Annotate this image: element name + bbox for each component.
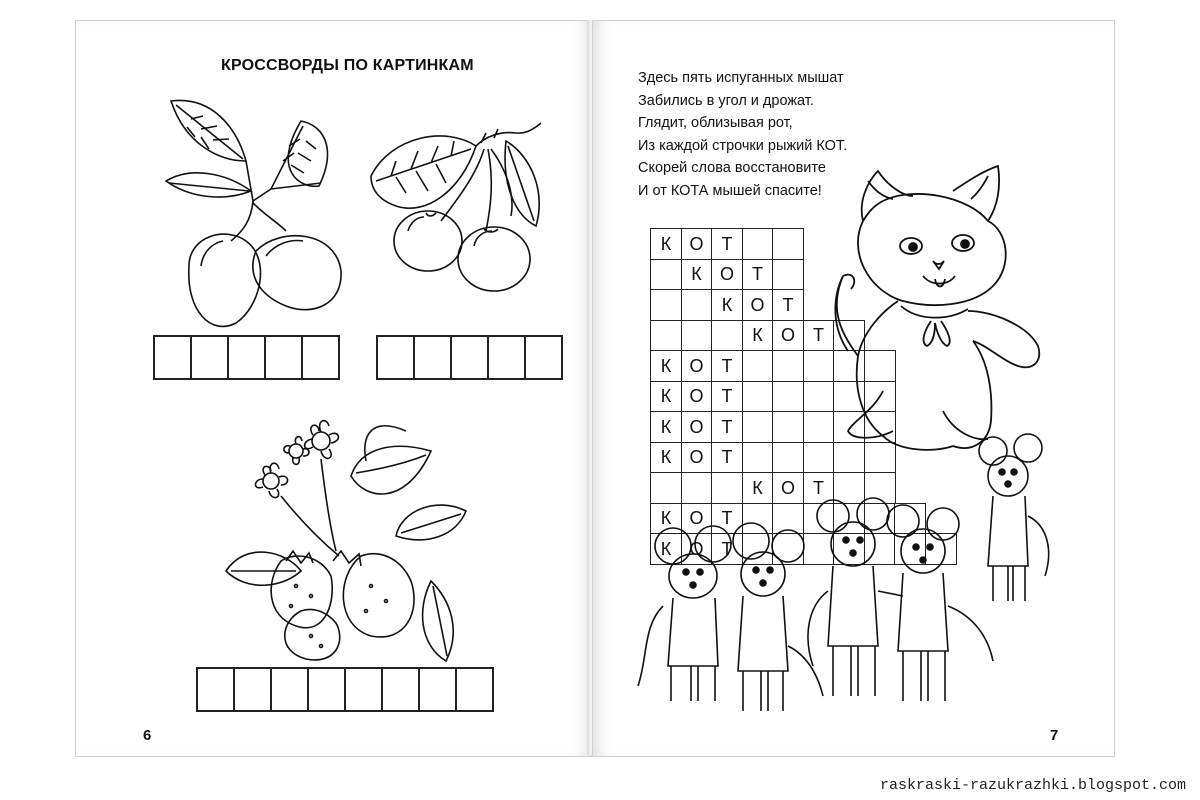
page-number-left: 6	[143, 727, 152, 744]
answer-cell[interactable]	[190, 335, 229, 380]
grid-cell[interactable]: Т	[711, 533, 743, 565]
answer-cell[interactable]	[233, 667, 272, 712]
grid-cell[interactable]: О	[681, 228, 713, 260]
page-title: КРОССВОРДЫ ПО КАРТИНКАМ	[221, 57, 474, 74]
answer-cell[interactable]	[344, 667, 383, 712]
answer-cell[interactable]	[524, 335, 563, 380]
answer-cell[interactable]	[264, 335, 303, 380]
grid-cell[interactable]: О	[681, 533, 713, 565]
grid-cell[interactable]: К	[742, 472, 774, 504]
grid-cell[interactable]: К	[650, 228, 682, 260]
grid-cell[interactable]: О	[681, 442, 713, 474]
grid-cell[interactable]: О	[742, 289, 774, 321]
answer-cell[interactable]	[270, 667, 309, 712]
answer-cell[interactable]	[487, 335, 526, 380]
grid-cell[interactable]: К	[650, 381, 682, 413]
grid-cell[interactable]: О	[681, 381, 713, 413]
poem-line: Из каждой строчки рыжий КОТ.	[638, 137, 848, 154]
grid-cell[interactable]: К	[650, 533, 682, 565]
grid-cell[interactable]	[742, 381, 774, 413]
answer-cell[interactable]	[227, 335, 266, 380]
grid-cell[interactable]	[711, 320, 743, 352]
grid-cell[interactable]: Т	[711, 442, 743, 474]
poem-line: И от КОТА мышей спасите!	[638, 182, 822, 199]
grid-cell[interactable]	[772, 411, 804, 443]
grid-cell[interactable]: К	[742, 320, 774, 352]
grid-cell[interactable]	[772, 259, 804, 291]
grid-cell[interactable]: Т	[711, 350, 743, 382]
grid-cell[interactable]: Т	[711, 381, 743, 413]
book-spread	[75, 20, 1115, 755]
answer-cell[interactable]	[307, 667, 346, 712]
cherry-answer-cells	[376, 335, 563, 380]
answer-cell[interactable]	[376, 335, 415, 380]
grid-cell[interactable]: О	[772, 320, 804, 352]
cat-illustration	[823, 161, 1048, 456]
poem-line: Глядит, облизывая рот,	[638, 115, 793, 131]
answer-cell[interactable]	[455, 667, 494, 712]
grid-cell[interactable]: К	[650, 442, 682, 474]
grid-cell[interactable]: О	[711, 259, 743, 291]
cherry-illustration	[366, 121, 551, 296]
grid-cell[interactable]	[772, 228, 804, 260]
grid-cell[interactable]: К	[650, 411, 682, 443]
grid-cell[interactable]: Т	[742, 259, 774, 291]
mice-illustration	[633, 496, 1063, 746]
grid-cell[interactable]: Т	[711, 228, 743, 260]
grid-cell[interactable]: Т	[803, 472, 835, 504]
grid-cell[interactable]: О	[681, 411, 713, 443]
grid-cell[interactable]: Т	[772, 289, 804, 321]
grid-cell[interactable]	[742, 411, 774, 443]
grid-cell[interactable]	[772, 442, 804, 474]
grid-cell[interactable]	[681, 289, 713, 321]
poem-line: Здесь пять испуганных мышат	[638, 70, 844, 86]
left-page	[75, 20, 592, 757]
grid-cell[interactable]	[772, 381, 804, 413]
strawberry-illustration	[221, 411, 491, 666]
answer-cell[interactable]	[413, 335, 452, 380]
grid-cell[interactable]	[650, 320, 682, 352]
grid-cell[interactable]: Т	[711, 411, 743, 443]
grid-cell[interactable]	[742, 350, 774, 382]
grid-cell[interactable]: К	[681, 259, 713, 291]
poem-line: Скорей слова восстановите	[638, 160, 826, 176]
poem	[638, 67, 847, 202]
answer-cell[interactable]	[301, 335, 340, 380]
grid-cell[interactable]: О	[772, 472, 804, 504]
watermark: raskraski-razukrazhki.blogspot.com	[879, 777, 1186, 794]
grid-cell[interactable]: О	[681, 350, 713, 382]
answer-cell[interactable]	[196, 667, 235, 712]
plum-illustration	[151, 91, 351, 336]
answer-cell[interactable]	[381, 667, 420, 712]
right-page	[592, 20, 1115, 757]
grid-cell[interactable]: К	[650, 503, 682, 535]
plum-answer-cells	[153, 335, 340, 380]
grid-cell[interactable]: Т	[711, 503, 743, 535]
grid-cell[interactable]: К	[711, 289, 743, 321]
grid-cell[interactable]: О	[681, 503, 713, 535]
poem-line: Забились в угол и дрожат.	[638, 92, 814, 109]
grid-cell[interactable]: Т	[803, 320, 835, 352]
grid-cell[interactable]	[772, 350, 804, 382]
grid-cell[interactable]	[681, 320, 713, 352]
strawberry-answer-cells	[196, 667, 494, 712]
answer-cell[interactable]	[450, 335, 489, 380]
grid-cell[interactable]	[650, 259, 682, 291]
grid-cell[interactable]	[742, 442, 774, 474]
answer-cell[interactable]	[418, 667, 457, 712]
grid-cell[interactable]	[650, 289, 682, 321]
grid-cell[interactable]	[742, 228, 774, 260]
grid-cell[interactable]: К	[650, 350, 682, 382]
answer-cell[interactable]	[153, 335, 192, 380]
page-number-right: 7	[1050, 727, 1059, 744]
